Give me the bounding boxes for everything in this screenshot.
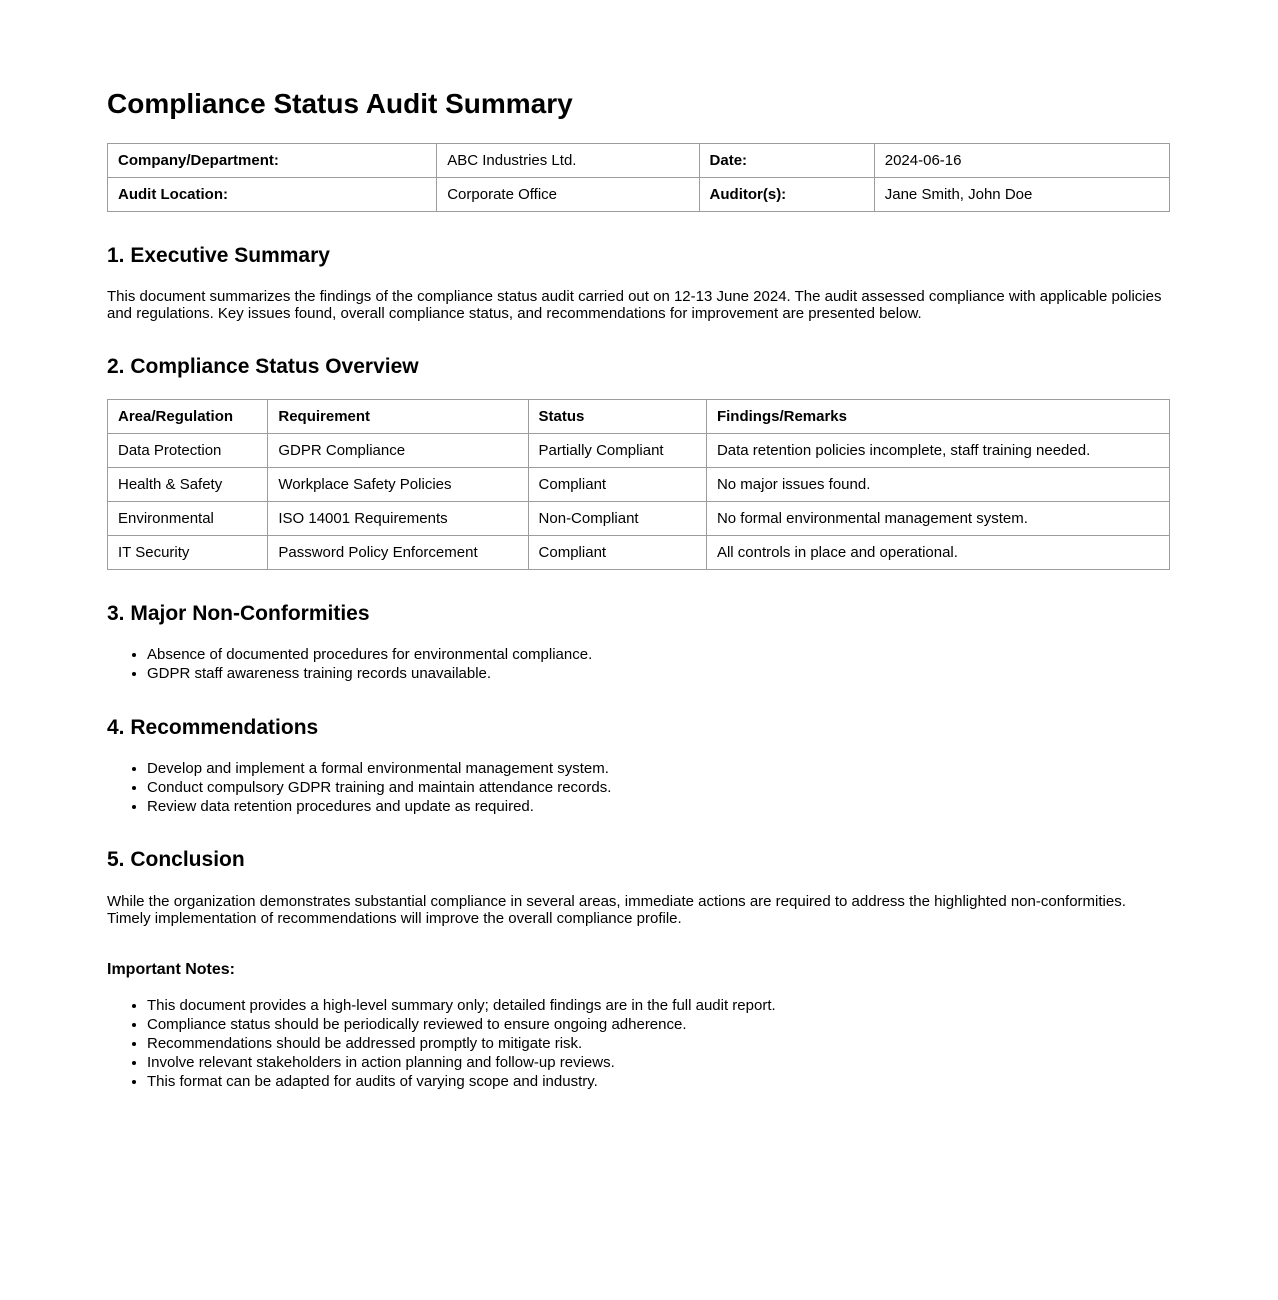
status-cell: Non-Compliant xyxy=(528,501,706,535)
findings-cell: No formal environmental management system. xyxy=(706,501,1169,535)
section-heading-recommendations: 4. Recommendations xyxy=(107,715,319,739)
column-header-status: Status xyxy=(528,399,706,433)
non-conformities-list xyxy=(107,646,1170,684)
list-item: • Conduct compulsory GDPR training and maintain attendance records. xyxy=(147,779,1170,798)
audit-location-value: Corporate Office xyxy=(437,178,699,212)
company-department-label: Company/Department: xyxy=(108,144,437,178)
company-department-value: ABC Industries Ltd. xyxy=(437,144,699,178)
status-cell: Compliant xyxy=(528,467,706,501)
area-cell: Data Protection xyxy=(108,433,268,467)
area-cell: IT Security xyxy=(108,535,268,569)
requirement-cell: GDPR Compliance xyxy=(268,433,528,467)
column-header-requirement: Requirement xyxy=(268,399,528,433)
list-item: • Involve relevant stakeholders in action planning and follow-up reviews. xyxy=(147,1054,1170,1073)
table-row xyxy=(108,501,1170,535)
page-title: Compliance Status Audit Summary xyxy=(107,88,573,119)
conclusion-text: While the organization demonstrates substantial compliance in several areas, immediate actions are required to address the highlighted non-conformities. Timely implementation of recommendations will improve the overall compliance profile. xyxy=(107,892,1126,927)
list-item: • Recommendations should be addressed promptly to mitigate risk. xyxy=(147,1035,1170,1054)
list-item: • Absence of documented procedures for environmental compliance. xyxy=(147,646,1170,665)
findings-cell: Data retention policies incomplete, staff training needed. xyxy=(706,433,1169,467)
table-row xyxy=(108,433,1170,467)
table-row xyxy=(108,535,1170,569)
auditors-label: Auditor(s): xyxy=(699,178,874,212)
column-header-area: Area/Regulation xyxy=(108,399,268,433)
audit-location-label: Audit Location: xyxy=(108,178,437,212)
table-header-row xyxy=(108,399,1170,433)
executive-summary-text: This document summarizes the findings of the compliance status audit carried out on 12-13 June 2024. The audit assessed compliance with applicable policies and regulations. Key issues found, overall compliance status, and recommendations for improvement are presented below. xyxy=(107,288,1162,323)
important-notes-heading: Important Notes: xyxy=(107,960,235,978)
table-row xyxy=(108,178,1170,212)
recommendations-list xyxy=(107,760,1170,817)
section-heading-executive-summary: 1. Executive Summary xyxy=(107,244,330,268)
area-cell: Environmental xyxy=(108,501,268,535)
section-heading-conclusion: 5. Conclusion xyxy=(107,848,245,872)
important-notes-list xyxy=(107,997,1170,1091)
list-item: • Develop and implement a formal environmental management system. xyxy=(147,760,1170,779)
requirement-cell: Password Policy Enforcement xyxy=(268,535,528,569)
status-cell: Compliant xyxy=(528,535,706,569)
list-item: • This document provides a high-level summary only; detailed findings are in the full audit report. xyxy=(147,997,1170,1016)
date-value: 2024-06-16 xyxy=(874,144,1169,178)
section-heading-status-overview: 2. Compliance Status Overview xyxy=(107,354,419,378)
audit-info-table xyxy=(107,143,1170,212)
area-cell: Health & Safety xyxy=(108,467,268,501)
auditors-value: Jane Smith, John Doe xyxy=(874,178,1169,212)
list-item: • This format can be adapted for audits of varying scope and industry. xyxy=(147,1073,1170,1092)
table-row xyxy=(108,144,1170,178)
list-item: • Review data retention procedures and update as required. xyxy=(147,798,1170,817)
requirement-cell: ISO 14001 Requirements xyxy=(268,501,528,535)
status-cell: Partially Compliant xyxy=(528,433,706,467)
table-row xyxy=(108,467,1170,501)
findings-cell: All controls in place and operational. xyxy=(706,535,1169,569)
list-item: • Compliance status should be periodically reviewed to ensure ongoing adherence. xyxy=(147,1016,1170,1035)
requirement-cell: Workplace Safety Policies xyxy=(268,467,528,501)
compliance-status-table xyxy=(107,399,1170,570)
findings-cell: No major issues found. xyxy=(706,467,1169,501)
section-heading-non-conformities: 3. Major Non-Conformities xyxy=(107,601,370,625)
date-label: Date: xyxy=(699,144,874,178)
list-item: • GDPR staff awareness training records unavailable. xyxy=(147,665,1170,684)
column-header-findings: Findings/Remarks xyxy=(706,399,1169,433)
